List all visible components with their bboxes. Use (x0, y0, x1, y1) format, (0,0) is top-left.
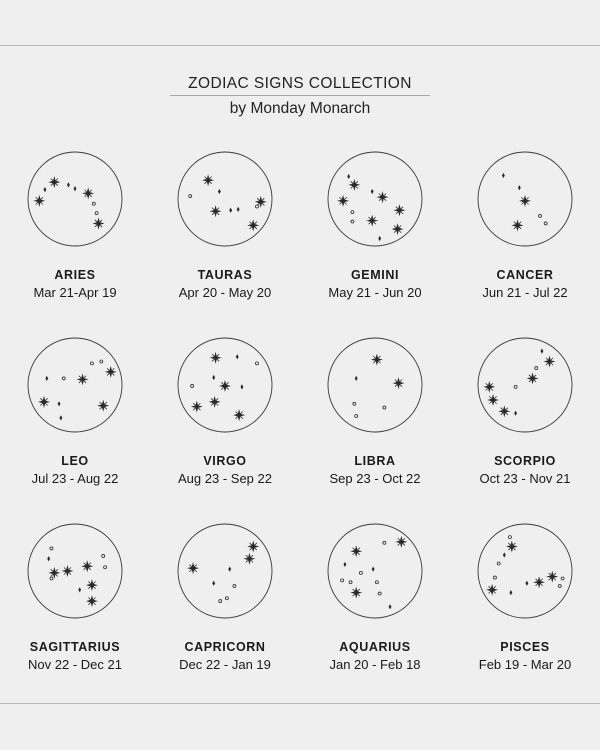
star-sparkle (210, 352, 222, 364)
star-sparkle (202, 174, 214, 186)
star-sparkle (82, 187, 94, 199)
sign-name: SCORPIO (494, 454, 556, 468)
sign-name: ARIES (54, 268, 96, 282)
star-diamond (58, 401, 61, 406)
star-sparkle (86, 595, 98, 607)
star-sparkle (191, 401, 203, 413)
star-sparkle (219, 380, 231, 392)
sign-dates: Nov 22 - Dec 21 (28, 657, 122, 672)
zodiac-sign-aries (0, 150, 150, 301)
constellation-ring (28, 152, 122, 246)
sign-dates: Mar 21-Apr 19 (33, 285, 117, 300)
star-dot (514, 385, 517, 388)
sign-name: CAPRICORN (184, 640, 266, 654)
star-sparkle (350, 587, 362, 599)
sign-dates: Oct 23 - Nov 21 (479, 471, 571, 486)
sign-name: VIRGO (203, 454, 247, 468)
constellation-icon (26, 150, 124, 248)
star-diamond (67, 182, 70, 187)
star-diamond (78, 587, 81, 592)
star-dot (383, 541, 386, 544)
star-dot (104, 566, 107, 569)
constellation-icon (176, 336, 274, 434)
constellation-icon (26, 336, 124, 434)
star-diamond (228, 567, 231, 572)
star-sparkle (77, 373, 89, 385)
constellation-icon (476, 522, 574, 620)
star-diamond (355, 376, 358, 381)
star-diamond (218, 189, 221, 194)
star-diamond (514, 411, 517, 416)
star-diamond (229, 208, 232, 213)
star-sparkle (247, 541, 259, 553)
star-dot (219, 600, 222, 603)
star-diamond (389, 604, 392, 609)
star-dot (50, 547, 53, 550)
page-title: ZODIAC SIGNS COLLECTION (188, 75, 412, 92)
top-divider (0, 45, 600, 46)
star-dot (493, 576, 496, 579)
sign-dates: Feb 19 - Mar 20 (478, 657, 572, 672)
star-dot (359, 571, 362, 574)
sign-name: CANCER (496, 268, 554, 282)
sign-name: SAGITTARIUS (29, 640, 121, 654)
star-dot (341, 579, 344, 582)
constellation-icon (326, 336, 424, 434)
bottom-divider (0, 703, 600, 704)
star-dot (92, 202, 95, 205)
zodiac-sign-leo (0, 336, 150, 487)
star-dot (561, 577, 564, 580)
star-sparkle (377, 191, 389, 203)
sign-name: LEO (61, 454, 89, 468)
star-sparkle (187, 562, 199, 574)
sign-dates: Jul 23 - Aug 22 (31, 471, 119, 486)
constellation-icon (176, 150, 274, 248)
zodiac-sign-tauras (150, 150, 300, 301)
constellation-ring (328, 524, 422, 618)
star-diamond (47, 556, 50, 561)
star-diamond (509, 590, 512, 595)
star-dot (255, 362, 258, 365)
star-sparkle (348, 179, 360, 191)
star-sparkle (533, 576, 545, 588)
constellation-icon (326, 522, 424, 620)
star-diamond (59, 415, 62, 420)
star-sparkle (255, 196, 267, 208)
constellation-ring (178, 524, 272, 618)
zodiac-sign-libra (300, 336, 450, 487)
star-diamond (343, 562, 346, 567)
star-sparkle (33, 195, 45, 207)
zodiac-sign-cancer (450, 150, 600, 301)
star-diamond (236, 354, 239, 359)
star-sparkle (393, 377, 405, 389)
star-sparkle (366, 215, 378, 227)
zodiac-sign-gemini (300, 150, 450, 301)
star-sparkle (371, 354, 383, 366)
constellation-icon (476, 336, 574, 434)
star-sparkle (81, 560, 93, 572)
constellation-ring (478, 338, 572, 432)
zodiac-sign-capricorn (150, 522, 300, 673)
star-dot (351, 211, 354, 214)
star-sparkle (243, 553, 255, 565)
zodiac-sign-sagittarius (0, 522, 150, 673)
star-dot (544, 222, 547, 225)
star-sparkle (483, 381, 495, 393)
star-dot (349, 581, 352, 584)
constellation-icon (326, 150, 424, 248)
star-sparkle (519, 195, 531, 207)
constellation-ring (28, 338, 122, 432)
constellation-ring (478, 524, 572, 618)
star-sparkle (511, 219, 523, 231)
constellation-ring (328, 338, 422, 432)
sign-dates: Apr 20 - May 20 (178, 285, 272, 300)
star-dot (497, 562, 500, 565)
sign-dates: Jan 20 - Feb 18 (329, 657, 421, 672)
star-diamond (45, 376, 48, 381)
star-diamond (347, 174, 350, 179)
star-sparkle (97, 400, 109, 412)
star-dot (375, 581, 378, 584)
star-diamond (540, 349, 543, 354)
star-dot (225, 597, 228, 600)
star-sparkle (546, 571, 558, 583)
star-sparkle (105, 366, 117, 378)
star-dot (383, 406, 386, 409)
star-dot (95, 212, 98, 215)
zodiac-sign-scorpio (450, 336, 600, 487)
star-dot (90, 362, 93, 365)
star-diamond (371, 189, 374, 194)
star-diamond (372, 567, 375, 572)
sign-name: GEMINI (350, 268, 400, 282)
star-dot (62, 377, 65, 380)
constellation-icon (26, 522, 124, 620)
star-diamond (43, 187, 46, 192)
star-sparkle (48, 176, 60, 188)
page-subtitle: by Monday Monarch (229, 100, 371, 117)
sign-dates: Sep 23 - Oct 22 (329, 471, 421, 486)
sign-name: AQUARIUS (339, 640, 411, 654)
star-sparkle (38, 396, 50, 408)
star-diamond (502, 173, 505, 178)
star-dot (355, 415, 358, 418)
star-diamond (237, 207, 240, 212)
star-diamond (74, 186, 77, 191)
star-diamond (240, 384, 243, 389)
star-sparkle (350, 545, 362, 557)
star-diamond (212, 375, 215, 380)
star-dot (378, 592, 381, 595)
star-sparkle (486, 584, 498, 596)
star-diamond (503, 552, 506, 557)
star-dot (233, 585, 236, 588)
star-sparkle (393, 204, 405, 216)
sign-dates: May 21 - Jun 20 (328, 285, 422, 300)
star-diamond (518, 185, 521, 190)
collection-header (0, 74, 600, 119)
constellation-icon (176, 522, 274, 620)
title-underline (170, 95, 430, 96)
star-sparkle (543, 356, 555, 368)
star-sparkle (337, 195, 349, 207)
star-sparkle (209, 396, 221, 408)
star-sparkle (48, 567, 60, 579)
sign-name: PISCES (500, 640, 550, 654)
star-sparkle (527, 372, 539, 384)
star-sparkle (61, 565, 73, 577)
star-dot (539, 214, 542, 217)
star-dot (100, 360, 103, 363)
star-dot (189, 195, 192, 198)
constellation-icon (476, 150, 574, 248)
sign-dates: Aug 23 - Sep 22 (178, 471, 272, 486)
star-sparkle (247, 219, 259, 231)
star-dot (50, 577, 53, 580)
star-sparkle (210, 205, 222, 217)
zodiac-sign-virgo (150, 336, 300, 487)
star-diamond (212, 581, 215, 586)
star-sparkle (487, 394, 499, 406)
star-dot (351, 220, 354, 223)
constellation-ring (28, 524, 122, 618)
zodiac-sign-aquarius (300, 522, 450, 673)
star-sparkle (506, 541, 518, 553)
star-dot (191, 384, 194, 387)
star-diamond (378, 236, 381, 241)
sign-dates: Dec 22 - Jan 19 (179, 657, 271, 672)
star-dot (102, 554, 105, 557)
sign-name: TAURAS (197, 268, 253, 282)
sign-name: LIBRA (354, 454, 396, 468)
star-sparkle (395, 536, 407, 548)
star-sparkle (93, 217, 105, 229)
star-dot (558, 585, 561, 588)
star-sparkle (392, 223, 404, 235)
star-dot (255, 205, 258, 208)
star-diamond (525, 581, 528, 586)
star-sparkle (498, 405, 510, 417)
star-dot (535, 367, 538, 370)
sign-dates: Jun 21 - Jul 22 (482, 285, 568, 300)
star-sparkle (86, 579, 98, 591)
star-sparkle (233, 409, 245, 421)
star-dot (508, 536, 511, 539)
star-dot (353, 402, 356, 405)
zodiac-sign-pisces (450, 522, 600, 673)
